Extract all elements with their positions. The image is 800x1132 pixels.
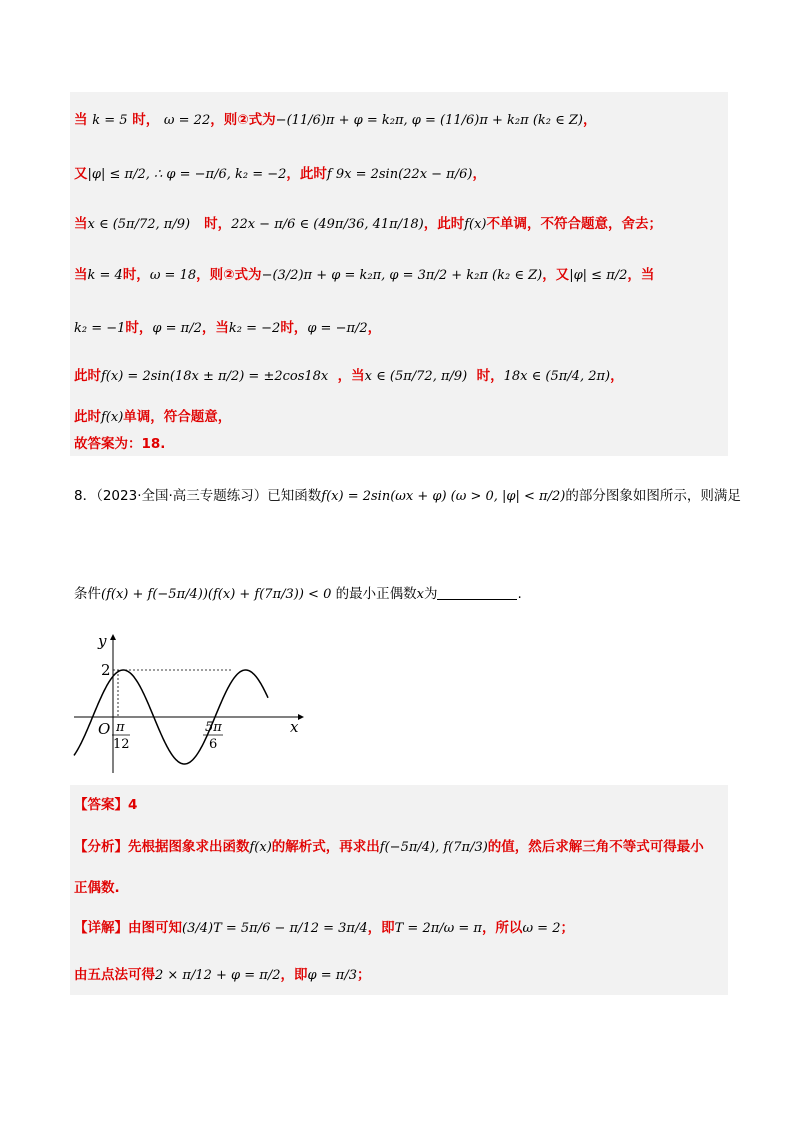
solution-line-1: 当 k = 5 时， ω = 22，则②式为−(11/6)π + φ = k₂π, φ = (11/6)π + k₂π (k₂ ∈ Z)，: [74, 112, 597, 128]
tick-1-denominator: 12: [113, 737, 130, 752]
detail-line: 【详解】由图可知(3/4)T = 5π/6 − π/12 = 3π/4，即T = 2π/ω = π，所以ω = 2；: [74, 920, 574, 936]
problem-8-line-1: 8．（2023·全国·高三专题练习）已知函数f(x) = 2sin(ωx + φ) (ω > 0, |φ| < π/2)的部分图象如图所示，则满足: [74, 488, 741, 504]
sine-graph: [68, 630, 328, 780]
solution-line-6: 此时f(x) = 2sin(18x ± π/2) = ±2cos18x ，当x ∈ (5π/72, π/9) 时，18x ∈ (5π/4, 2π)，: [74, 368, 624, 384]
tick-1-numerator: π: [116, 720, 125, 735]
problem-8-line-2: 条件(f(x) + f(−5π/4))(f(x) + f(7π/3)) < 0 的最小正偶数x为 .: [74, 586, 522, 602]
y-axis-label: y: [98, 632, 107, 650]
analysis-line-2: 正偶数.: [74, 880, 120, 896]
x-axis-label: x: [290, 718, 299, 736]
origin-label: O: [98, 720, 111, 738]
tick-2-numerator: 5π: [205, 720, 222, 735]
tick-2-denominator: 6: [209, 737, 218, 752]
solution-line-3: 当x ∈ (5π/72, π/9) 时，22x − π/6 ∈ (49π/36, 41π/18)，此时f(x)不单调，不符合题意，舍去；: [74, 216, 663, 232]
solution-line-2: 又|φ| ≤ π/2, ∴ φ = −π/6, k₂ = −2，此时f 9x = 2sin(22x − π/6)，: [74, 166, 486, 182]
max-value-label: 2: [101, 661, 111, 679]
solution-line-7: 此时f(x)单调，符合题意，: [74, 409, 232, 425]
answer-label: 【答案】4: [74, 797, 138, 813]
y-axis-arrow: [110, 634, 116, 640]
analysis-line-1: 【分析】先根据图象求出函数f(x)的解析式，再求出f(−5π/4), f(7π/3)的值，然后求解三角不等式可得最小: [74, 839, 704, 855]
answer-blank: [437, 587, 517, 600]
solution-line-5: k₂ = −1时，φ = π/2，当k₂ = −2时，φ = −π/2，: [74, 320, 382, 336]
x-axis-arrow: [298, 714, 304, 720]
solution-line-4: 当k = 4时，ω = 18，则②式为−(3/2)π + φ = k₂π, φ = 3π/2 + k₂π (k₂ ∈ Z)，又|φ| ≤ π/2，当: [74, 267, 655, 283]
solution-line-8: 故答案为：18.: [74, 436, 166, 452]
five-point-line: 由五点法可得2 × π/12 + φ = π/2，即φ = π/3；: [74, 967, 371, 983]
